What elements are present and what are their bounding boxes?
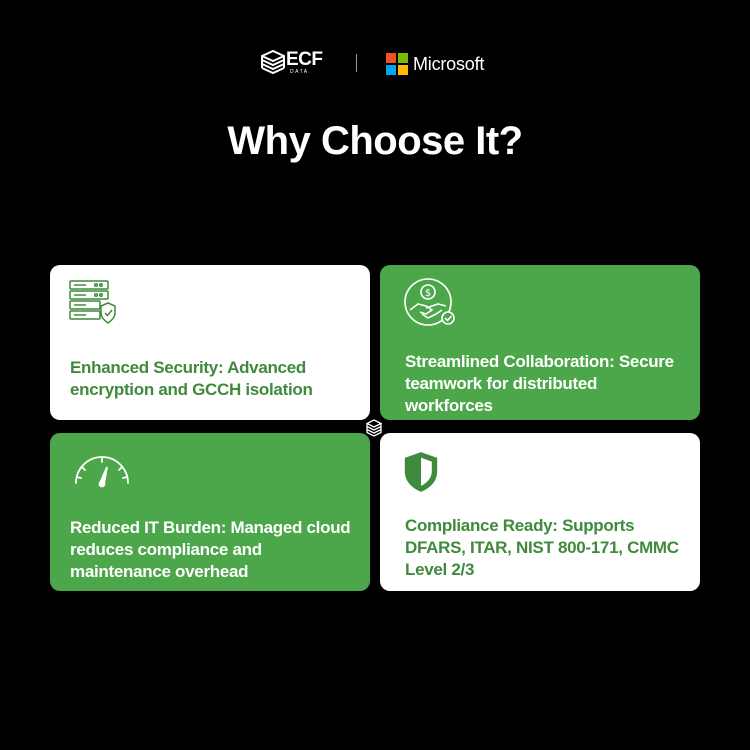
- page-title: Why Choose It?: [227, 119, 523, 163]
- card-streamlined-collaboration-text: Streamlined Collaboration: Secure teamwork for distributed workforces: [405, 352, 674, 415]
- ecf-cube-icon: [261, 50, 285, 76]
- microsoft-logo: [386, 52, 496, 76]
- logo-divider: [356, 54, 357, 72]
- ecf-logo-subtext: DATA: [290, 69, 309, 75]
- microsoft-squares-icon: [386, 53, 408, 75]
- ecf-data-logo: [261, 48, 331, 78]
- card-compliance-ready: [380, 433, 700, 591]
- card-enhanced-security: [50, 265, 370, 420]
- card-reduced-it-burden: [50, 433, 370, 591]
- shield-icon: [403, 451, 439, 493]
- card-enhanced-security-text: Enhanced Security: Advanced encryption and GCCH isolation: [70, 358, 313, 399]
- svg-text:$: $: [424, 288, 432, 299]
- handshake-dollar-icon: [402, 276, 458, 332]
- card-reduced-it-burden-text: Reduced IT Burden: Managed cloud reduces compliance and maintenance overhead: [70, 518, 351, 581]
- card-streamlined-collaboration: [380, 265, 700, 420]
- card-compliance-ready-text: Compliance Ready: Supports DFARS, ITAR, NIST 800-171, CMMC Level 2/3: [405, 516, 679, 579]
- header: [0, 46, 750, 82]
- speedometer-icon: [72, 453, 132, 493]
- ecf-logo-text: ECF: [286, 49, 323, 70]
- microsoft-logo-text: Microsoft: [413, 54, 485, 74]
- server-shield-icon: [68, 279, 118, 329]
- ecf-center-cube-icon: [366, 419, 382, 437]
